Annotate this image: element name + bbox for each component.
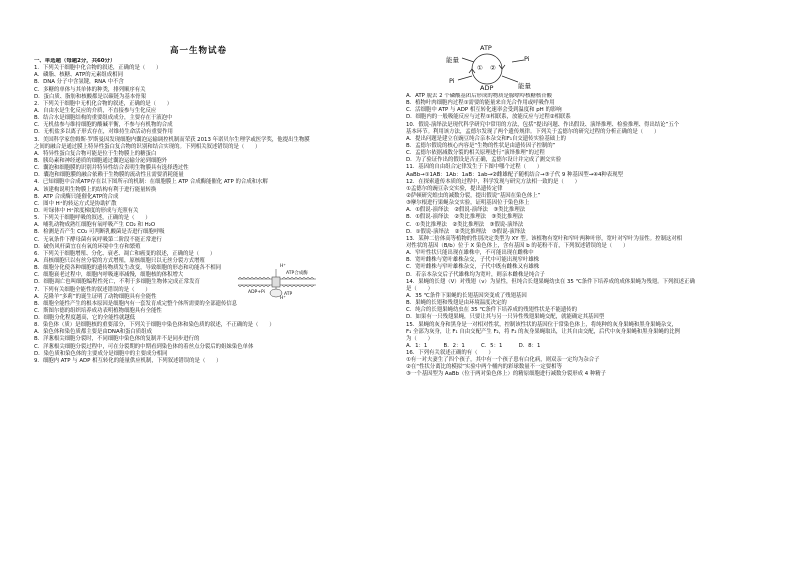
right-text-line: C．宽叶雌株与窄叶雄株杂交，子代中既有雌株又有雄株 [406,264,540,271]
right-text-line: A．ATP 脱去 2 个磷酸基团后形成的物质是腺嘌呤核糖核苷酸 [406,93,553,99]
right-text-line: 13．某种二倍体高等植物的性别决定类型为 XY 型。该植物有宽叶和窄叶两种叶形，宽叶对窄叶为显性。控制这对相 [406,235,683,242]
right-text-line: ①孟德尔的豌豆杂交实验，提出遗传定律 [406,185,503,192]
right-text-line: D．细胞内的一般吸能反应与过程①相联系，放能反应与过程②相联系 [406,114,571,121]
left-text-line: A．哺乳动物成熟红细胞有氧呼吸产生 CO₂ 和 H₂O [34,222,156,229]
left-text-line: D．染色质和染色体的主要成分是细胞中的主要成分相同 [34,350,168,357]
left-text-line: C．洋葱根尖细胞分裂过程中，可在分裂期的中期看到染色体的着丝点分裂后的姐妹染色单体 [34,343,254,350]
left-text-line: B．检测是否产生 CO₂ 可判断乳酸菌是否进行细胞呼吸 [34,229,165,236]
left-text-line: D．囊泡和细胞膜的融合依赖于生物膜的流动性且需要消耗能量 [34,172,184,179]
cycle-label-atp: ATP [480,44,492,52]
cycle-label-adp: ADP [480,84,494,92]
right-text-line: 15．果蝇的灰身和黑身是一对相对性状，控制该性状的基因位于常染色体上，将纯种的灰身果蝇和黑身果蝇杂交， [406,321,678,328]
right-text-line: D．若亲本杂交后子代雄株均为宽叶，则亲本雌株是纯合子 [406,271,545,278]
left-text-line: B．DNA 分子中含氢键，RNA 中不含 [34,79,124,86]
left-text-line: A．磷脂、核糖、ATP的元素组成相同 [34,72,123,79]
right-text-line: A．窄叶性状只能出现在雄株中，不可能出现在雌株中 [406,250,534,257]
right-text-line: B．植物叶肉细胞内过程①需要的能量来自光合作用或呼吸作用 [406,100,555,107]
right-text-line: B．①假说-演绎法 ②类比推理法 ③类比推理法 [406,214,524,221]
cycle-label-arrow2: ② [490,64,496,72]
left-text-line: 5．下列关于细胞呼吸的叙述，正确的是（ ） [34,215,151,222]
page-title: 高一生物试卷 [169,46,227,56]
atp-label-atp: ATP [284,292,293,297]
right-text-line: B．孟德尔假说的核心内容是“生物的性状是由遗传因子控制的” [406,142,556,149]
left-text-line: D．破伤风杆菌宜在有氧的环境中生存和繁殖 [34,243,141,250]
cycle-label-energy-left: 能量 [446,56,459,64]
right-text-line: 16．下列有关叙述正确的有（ ） [406,350,494,357]
right-text-line: 14．果蝇的长翅（V）对残翅（v）为显性，但纯合长翅果蝇幼虫在 35 ℃条件下培养成的成体果蝇为残翅。下列叙述正确 [406,278,695,285]
left-text-line: A．该建构说明生物膜上的结构有利于进行能量转换 [34,186,157,193]
left-text-line: B．结合水是细胞结构的重要组成成分，主要存在于液泡中 [34,115,173,122]
right-text-line: B．果蝇的长翅和残翅是由环境温度决定的 [406,300,507,307]
left-text-line: C．无机盐参与维持细胞的酸碱平衡，不参与有机物的合成 [34,122,173,129]
right-column [406,93,772,379]
left-text-line: C．多糖的单体与其单体的种类，排列顺序有关 [34,86,146,93]
right-text-line: A．①假说-演绎法 ②假说-演绎法 ③类比推理法 [406,207,526,214]
left-text-line: 之间的融合是通过膜上特异性蛋白复合物的识别和结合实现的。下列相关叙述错误的是（ ） [34,143,261,150]
right-text-line: 对性状的基因（B/b）位于 X 染色体上，含有基因 b 的花粉不育，下列叙述错误的是（ ） [406,242,629,249]
right-text-line: 为（ ） [406,335,433,342]
right-text-line: C．①类比推理法 ②类比推理法 ③假说-演绎法 [406,221,524,228]
right-text-line: A．35 ℃条件下果蝇的长翅基因突变成了残翅基因 [406,292,527,299]
left-text-line: 6．下列关于细胞增殖、分化、衰老、凋亡和癌变的叙述，正确的是（ ） [34,250,216,257]
left-text-line: C．细胞衰老过程中，细胞内呼吸速率减慢，细胞核的体积增大 [34,272,184,279]
left-text-line: D．叶绿体中 H⁺浓度梯度的形成与光照有关 [34,207,139,214]
left-text-line: 4．已知细胞中合成ATP存在以下图所示的机制：在细胞膜上 ATP 合成酶能催化 ATP 的合成和水解 [34,179,268,186]
right-text-line: F₁ 全部为灰身，让 F₁ 自由交配产生 F₂，将 F₂ 的灰身果蝇取出，让其自由交配，后代中灰身果蝇和黑身果蝇的比例 [406,328,680,335]
left-text-line: B．ATP 合成酶只能催化ATP的合成 [34,193,119,200]
right-text-line: D．①假说-演绎法 ②类比推理法 ③假说-演绎法 [406,228,526,235]
left-text-line: D．细胞分化程度越高，它的全能性就越低 [34,315,136,322]
cycle-label-pi-left: Pi [449,77,455,85]
left-text-line: 1．下列关于细胞中化合物的叙述，正确的是（ ） [34,65,162,72]
atp-synthase-figure [236,264,318,301]
right-text-line: ②萨顿研究蝗虫的减数分裂，提出假说“基因在染色体上” [406,192,541,199]
right-text-line: D．为了验证作出的假设是否正确，孟德尔设计并完成了测交实验 [406,157,562,164]
cycle-label-arrow1: ① [477,64,483,72]
left-text-line: A．特异性蛋白复合物可能是位于生物膜上的糖蛋白 [34,150,157,157]
left-text-line: C．无氧条件下酵母菌有氧呼吸第二阶段不能正常进行 [34,236,162,243]
left-text-line: A．染色体和染色质都主要是由DNA和蛋白质组成 [34,329,152,336]
right-text-line: 10．假说-演绎法是现代科学研究中常用的方法，包括“提出问题、作出假设、演绎推理、检验推理、得出结论”五个 [406,121,680,128]
left-text-line: 7．下列有关细胞全能性的叙述错误的是（ ） [34,286,151,293]
left-text-line: B．胰岛素和神经递质的细胞通过囊泡运输分泌到细胞外 [34,157,168,164]
left-text-line: 一、单选题（每题2分，共60分） [34,58,116,64]
left-text-line: B．细胞分化使各种细胞的遗传物质发生改变，导致细胞的形态和功能各不相同 [34,265,221,272]
right-text-line: AaBb→①1AB：1Ab：1aB：1ab→②雌雄配子随机结合→③子代 9 种基因型→④4种表现型 [406,171,623,178]
left-text-line: C．囊泡和细胞膜的识别并特异性结合表明生物膜具有选择透过性 [34,165,189,172]
left-text-line: D．蛋白质、脂肪和核酸都是以碳链为基本骨架 [34,93,146,100]
left-text-line: B．洋葱根尖细胞分裂时，不同细胞中染色体的复制并不是同步进行的 [34,336,200,343]
right-text-line: 12．在探索遗传本质的过程中，科学发现与研究方法相一致的是（ ） [406,178,580,185]
atp-label-h-top: H⁺ [280,264,286,269]
left-text-line: C．斯图尔德的组织培养成功表明植物细胞具有全能性 [34,307,162,314]
right-text-line: ③摩尔根进行果蝇杂交实验，证明基因位于染色体上 [406,200,530,207]
atp-label-synthase: ATP合成酶 [286,271,308,276]
right-text-line: ②在“性状分离比的模拟”实验中两个桶内的彩球数量不一定要相等 [406,364,562,371]
right-text-line: 11．基因的自由组合定律发生于下图中哪个过程（ ） [406,164,543,171]
left-text-line: A．自由水是生化反应的介质，不直接参与生化反应 [34,107,157,114]
right-text-line: C．纯合的长翅果蝇幼虫在 35 ℃条件下培养成的残翅性状是不能遗传的 [406,307,578,314]
left-text-line: 9．细胞内 ATP 与 ADP 相互转化的能量供应机制，下列叙述错误的是（ ） [34,357,222,364]
left-text-line: A．克隆羊“多莉”的诞生证明了动物细胞具有全能性 [34,293,157,300]
right-text-line: D．如果有一只残翅果蝇，只要让其与另一只异性残翅果蝇交配，就能确定其基因型 [406,314,605,321]
right-text-line: 是（ ） [406,285,433,292]
right-text-line: B．宽叶雌株与宽叶雄株杂交，子代中可能出现窄叶雄株 [406,257,540,264]
cycle-label-pi-right: Pi [524,55,530,63]
right-text-line: A．提出问题是建立在豌豆纯合亲本杂交和F₁自交遗传实验基础上的 [406,135,566,142]
atp-label-h-bottom: H⁺ [280,296,286,301]
left-text-line: D．无机盐多以离子形式存在，对维持生命活动有重要作用 [34,129,173,136]
left-column [34,58,400,365]
atp-label-adp: ADP+Pi [248,290,265,295]
right-text-line: 基本环节。利用该方法，孟德尔发现了两个遗传规律。下列关于孟德尔的研究过程的分析正确的是（ ） [406,128,660,135]
right-text-line: ①有一对夫妻生了四个孩子，其中有一个孩子患有白化病，则双亲一定均为杂合子 [406,357,600,364]
left-text-line: D．细胞凋亡也叫细胞编程性死亡，不利于多细胞生物体完成正常发育 [34,279,200,286]
left-text-line: A．真核细胞只以有丝分裂的方式增殖，原核细胞只以无丝分裂方式增殖 [34,257,205,264]
left-text-line: C．图中 H⁺的转运方式是协助扩散 [34,200,117,207]
atp-adp-cycle-figure [432,44,542,94]
cycle-label-energy-right: 能量 [518,82,531,90]
left-text-line: 3．美国科学家詹姆斯·罗斯曼因发现细胞内囊泡运输调控机制而荣获 2013 年诺贝尔生理学或医学奖，他提出生物膜 [34,136,310,143]
left-text-line: 2．下列关于细胞中无机化合物的叙述，正确的是（ ） [34,100,173,107]
right-text-line: C．孟德尔依据减数分裂的相关原理进行“演绎推理”的过程 [406,150,545,157]
right-text-line: C．活细胞中 ATP 与 ADP 相互转化速率会受到温度和 pH 的影响 [406,107,562,114]
left-text-line: B．细胞全能性产生的根本原因是细胞内有一套发育成完整个体所需要的全部遗传信息 [34,300,238,307]
right-text-line: A．1：1 B．2：1 C．5：1 D．8：1 [406,342,541,349]
right-text-line: ③一个基因型为 AaBb（位于两对染色体上）的精原细胞进行减数分裂形成 4 种精子 [406,371,607,378]
left-text-line: 8．染色体（质）是细胞核的重要部分，下列关于细胞中染色体和染色质的叙述，不正确的是（ ） [34,322,275,329]
